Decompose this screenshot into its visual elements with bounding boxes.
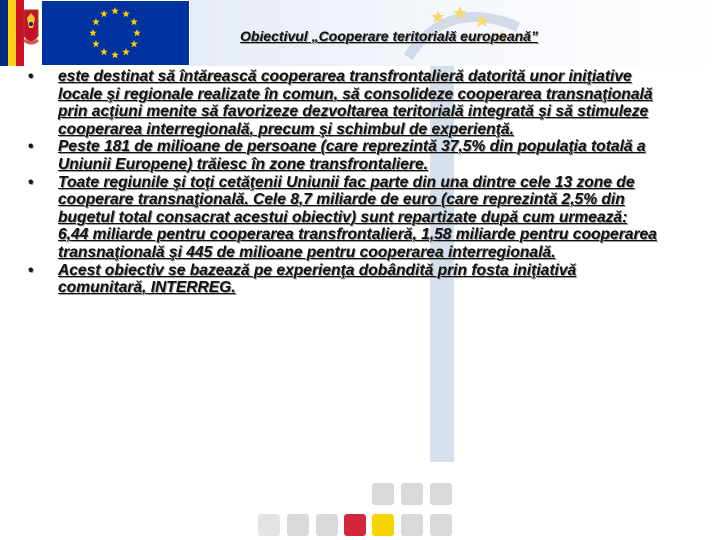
eu-star (122, 48, 130, 55)
decor-square (401, 514, 423, 536)
header-band (0, 0, 720, 66)
decor-square (430, 483, 452, 505)
decor-square-red (344, 514, 366, 536)
list-item (28, 174, 660, 262)
bullet-text: Toate regiunile şi toţi cetăţenii Uniunii fac parte din una dintre cele 13 zone de cooperare transnaţională. Cele 8,7 miliarde de euro (care reprezintă 2,5% din bugetul total consacrat acestui obiectiv) sunt repartizate după cum urmează: 6,44 miliarde pentru cooperarea transfrontalieră, 1,58 miliarde pentru cooperarea transnaţională şi 445 de milioane pentru cooperarea interregională. (58, 173, 657, 261)
bullet-dot: • (28, 138, 34, 156)
bullet-list-container (28, 68, 660, 297)
eu-star (100, 10, 108, 17)
list-item (28, 68, 660, 138)
decor-square (372, 483, 394, 505)
eu-star (122, 10, 130, 17)
decor-square (430, 514, 452, 536)
eu-star (100, 48, 108, 55)
bullet-text: Peste 181 de milioane de persoane (care reprezintă 37,5% din populaţia totală a Uniunii Europene) trăiesc în zone transfrontaliere. (58, 138, 646, 173)
eu-star (89, 29, 97, 36)
decor-square (401, 483, 423, 505)
decor-square (287, 514, 309, 536)
bullet-text: este destinat să întărească cooperarea transfrontalieră datorită unor iniţiative locale şi regionale realizate în comun, să consolideze cooperarea transnaţională prin acţiuni menite să favorizeze dezvoltarea teritorială integrată şi să stimuleze cooperarea interregională, precum şi schimbul de experienţă. (58, 68, 653, 138)
decor-square (316, 514, 338, 536)
slide-title: Obiectivul „Cooperare teritorială europeană” (240, 28, 538, 44)
eu-star (111, 51, 119, 58)
eu-flag-icon (42, 1, 189, 65)
decor-square-yellow (372, 514, 394, 536)
romania-coat-of-arms-icon (0, 0, 40, 66)
bullet-dot: • (28, 173, 34, 191)
eu-star (130, 18, 138, 25)
bullet-list (28, 68, 660, 297)
bullet-text: Acest obiectiv se bazează pe experienţa dobândită prin fosta iniţiativă comunitară, INTERREG. (58, 261, 577, 297)
eu-star (130, 40, 138, 47)
list-item (28, 138, 660, 173)
bullet-dot: • (28, 68, 34, 85)
eu-star (92, 40, 100, 47)
list-item (28, 262, 660, 297)
eu-star (92, 18, 100, 25)
decor-square (258, 514, 280, 536)
eu-star (111, 7, 119, 14)
eu-star (133, 29, 141, 36)
bullet-dot: • (28, 261, 34, 279)
